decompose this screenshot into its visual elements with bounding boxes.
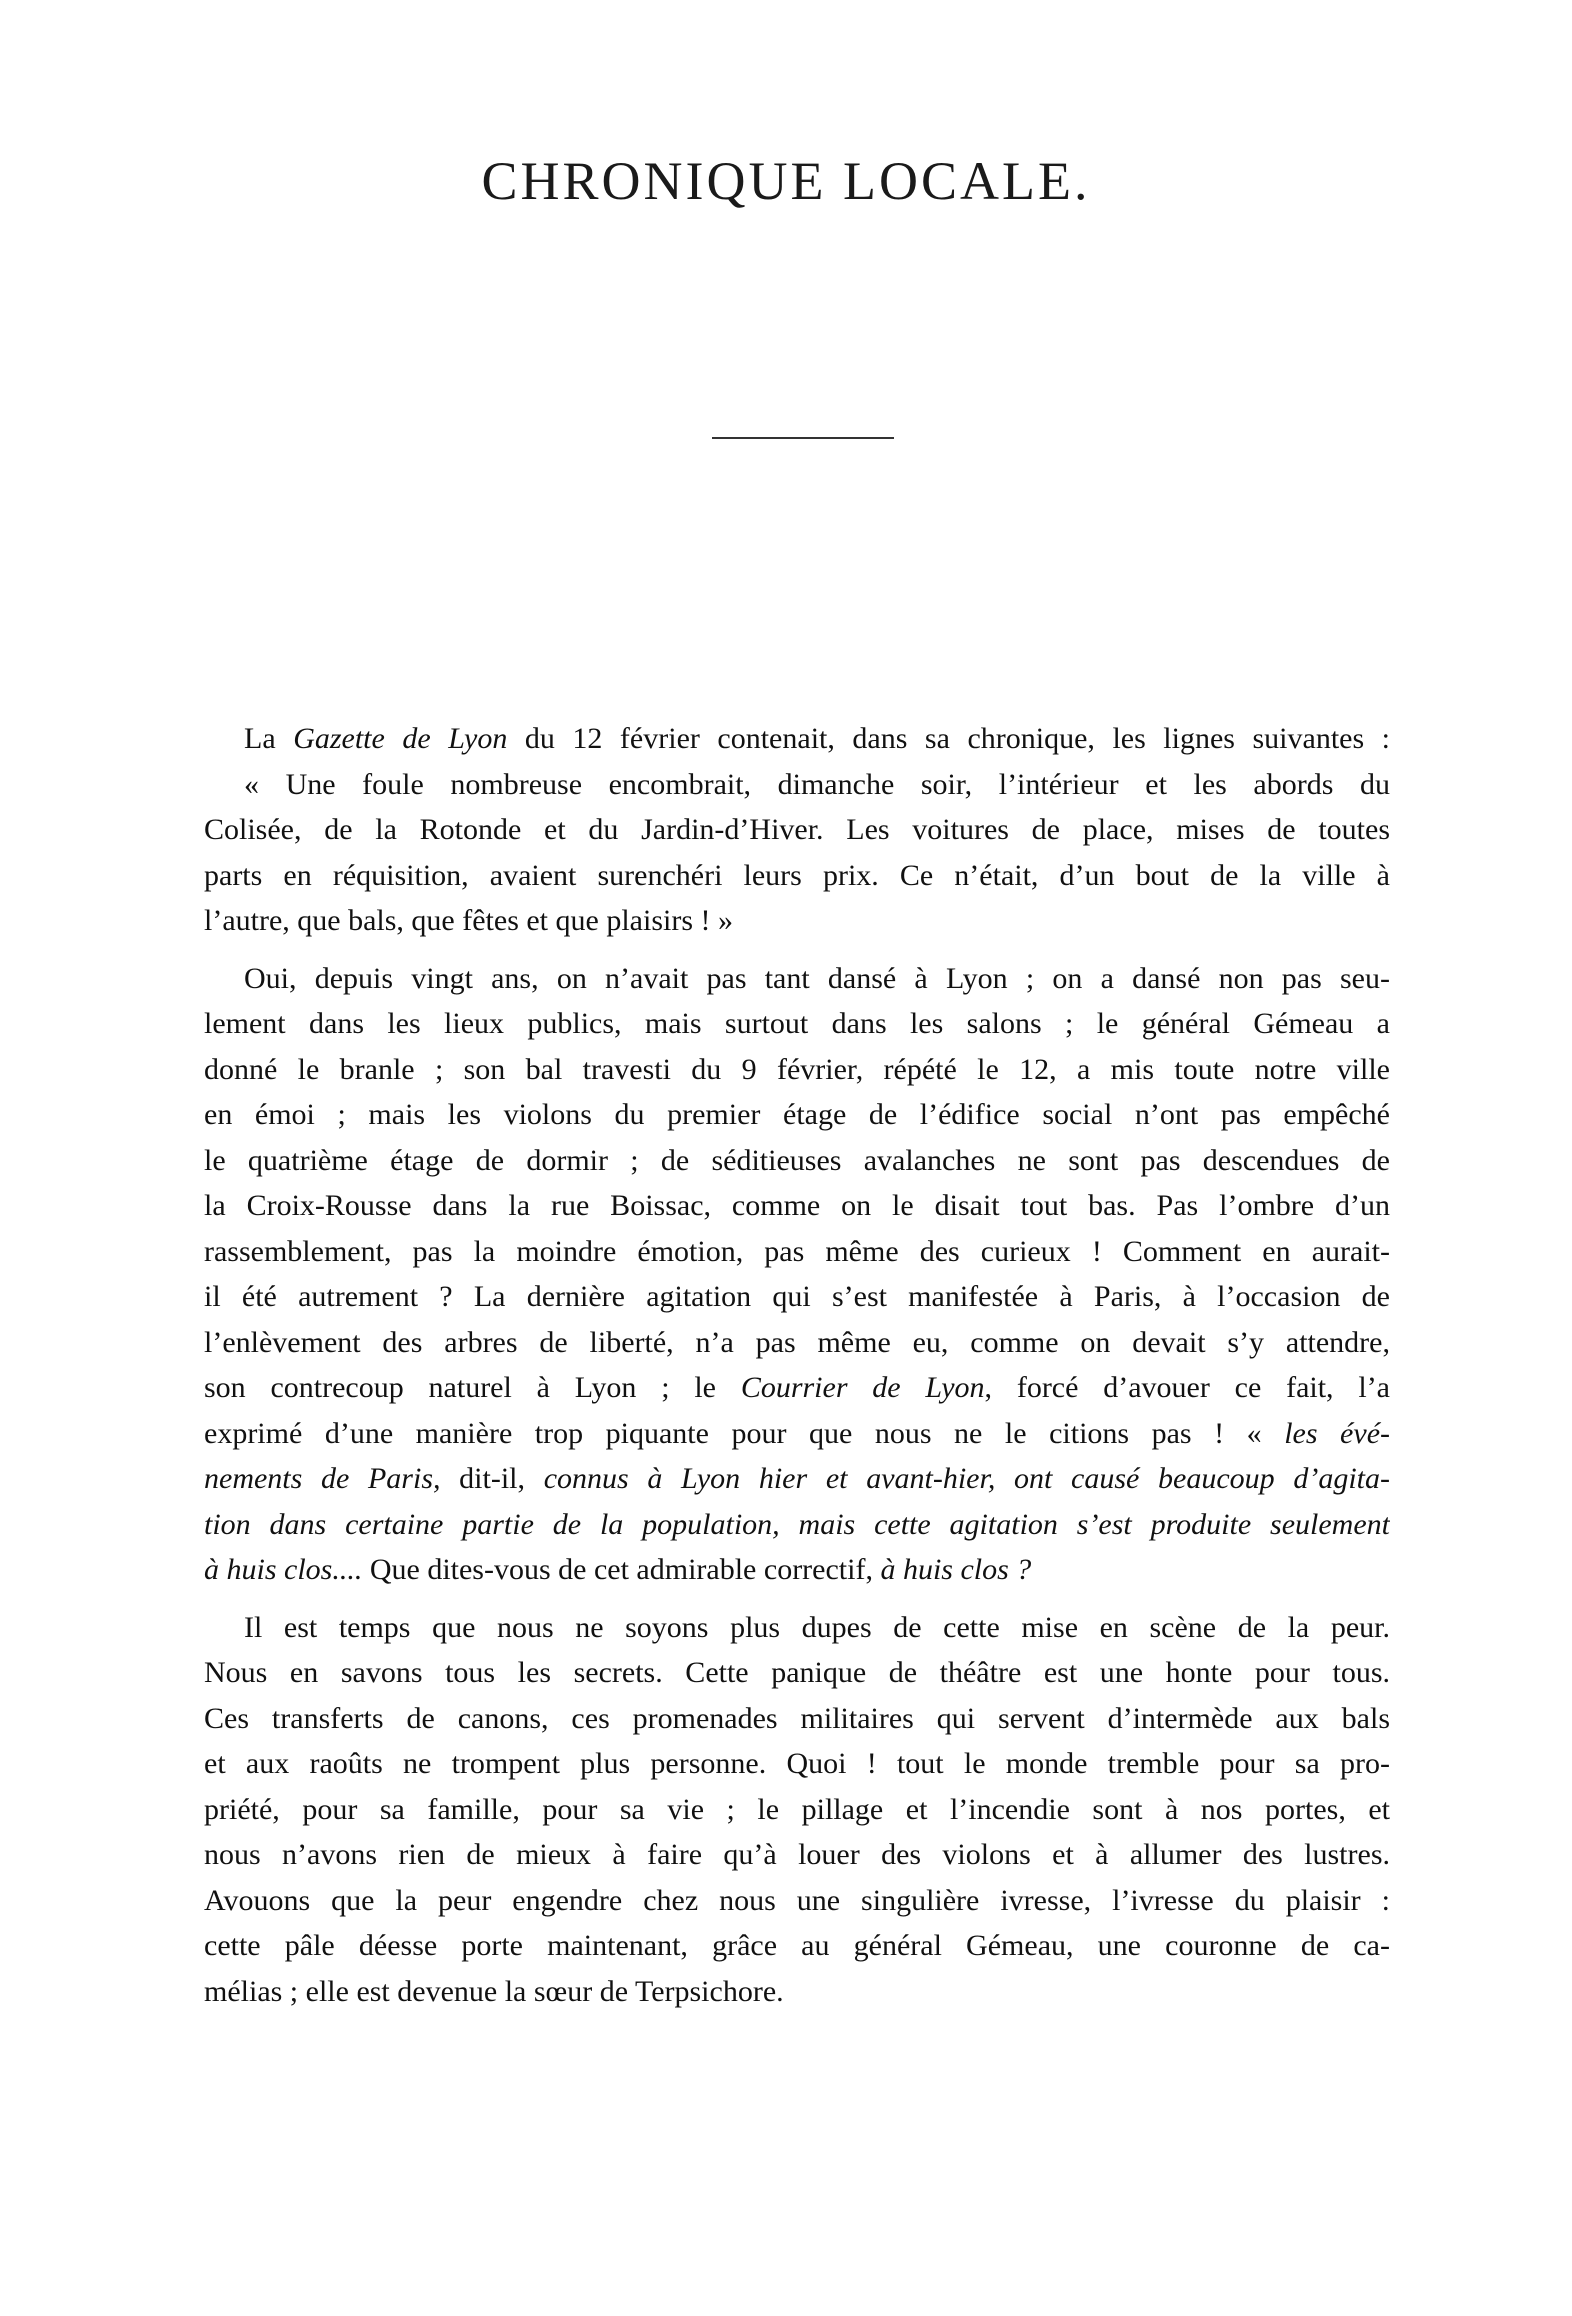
text-line: nous n’avons rien de mieux à faire qu’à louer des violons et à allumer des lustres.: [204, 1838, 1390, 1871]
text-line: « Une foule nombreuse encombrait, dimanche soir, l’intérieur et les abords du: [244, 767, 1390, 801]
text-line: cette pâle déesse porte maintenant, grâce au général Gémeau, une couronne de ca-: [204, 1929, 1390, 1962]
text-line: son contrecoup naturel à Lyon ; le Courrier de Lyon, forcé d’avouer ce fait, l’a: [204, 1371, 1390, 1404]
text-line: lement dans les lieux publics, mais surtout dans les salons ; le général Gémeau a: [204, 1007, 1390, 1040]
text-line: Ces transferts de canons, ces promenades militaires qui servent d’intermède aux bals: [204, 1701, 1390, 1735]
text-line: l’autre, que bals, que fêtes et que plaisirs ! »: [204, 904, 733, 937]
paragraph: [204, 956, 1390, 1593]
text-line: et aux raoûts ne trompent plus personne. Quoi ! tout le monde tremble pour sa pro-: [204, 1747, 1390, 1780]
text-line: Avouons que la peur engendre chez nous une singulière ivresse, l’ivresse du plaisir :: [204, 1883, 1390, 1917]
text-line: Oui, depuis vingt ans, on n’avait pas tant dansé à Lyon ; on a dansé non pas seu-: [244, 961, 1390, 995]
text-line: tion dans certaine partie de la population, mais cette agitation s’est produite seulement: [204, 1507, 1390, 1541]
text-line: La Gazette de Lyon du 12 février contenait, dans sa chronique, les lignes suivantes :: [244, 722, 1390, 755]
paragraph: [204, 716, 1390, 944]
text-line: Colisée, de la Rotonde et du Jardin-d’Hiver. Les voitures de place, mises de toutes: [204, 813, 1390, 846]
article-body: [204, 716, 1390, 2014]
text-line: Il est temps que nous ne soyons plus dupes de cette mise en scène de la peur.: [244, 1610, 1390, 1644]
text-line: parts en réquisition, avaient surenchéri leurs prix. Ce n’était, d’un bout de la ville à: [204, 858, 1390, 892]
text-line: exprimé d’une manière trop piquante pour que nous ne le citions pas ! « les évé-: [204, 1416, 1390, 1450]
text-line: nements de Paris, dit-il, connus à Lyon hier et avant-hier, ont causé beaucoup d’agita-: [204, 1462, 1390, 1495]
text-line: il été autrement ? La dernière agitation qui s’est manifestée à Paris, à l’occasion de: [204, 1280, 1390, 1313]
text-line: à huis clos.... Que dites-vous de cet admirable correctif, à huis clos ?: [204, 1553, 1032, 1586]
text-line: le quatrième étage de dormir ; de séditieuses avalanches ne sont pas descendues de: [204, 1143, 1390, 1177]
text-line: en émoi ; mais les violons du premier étage de l’édifice social n’ont pas empêché: [204, 1098, 1390, 1131]
text-line: donné le branle ; son bal travesti du 9 février, répété le 12, a mis toute notre ville: [204, 1052, 1390, 1086]
text-line: Nous en savons tous les secrets. Cette panique de théâtre est une honte pour tous.: [204, 1656, 1390, 1689]
text-line: l’enlèvement des arbres de liberté, n’a pas même eu, comme on devait s’y attendre,: [204, 1325, 1390, 1359]
title-divider: [712, 437, 894, 439]
text-line: mélias ; elle est devenue la sœur de Terpsichore.: [204, 1974, 784, 2008]
text-line: priété, pour sa famille, pour sa vie ; le pillage et l’incendie sont à nos portes, et: [204, 1792, 1390, 1826]
paragraph: [204, 1605, 1390, 2015]
text-line: la Croix-Rousse dans la rue Boissac, comme on le disait tout bas. Pas l’ombre d’un: [204, 1189, 1390, 1222]
page-title: CHRONIQUE LOCALE.: [481, 151, 1091, 211]
text-line: rassemblement, pas la moindre émotion, pas même des curieux ! Comment en aurait-: [204, 1234, 1390, 1268]
